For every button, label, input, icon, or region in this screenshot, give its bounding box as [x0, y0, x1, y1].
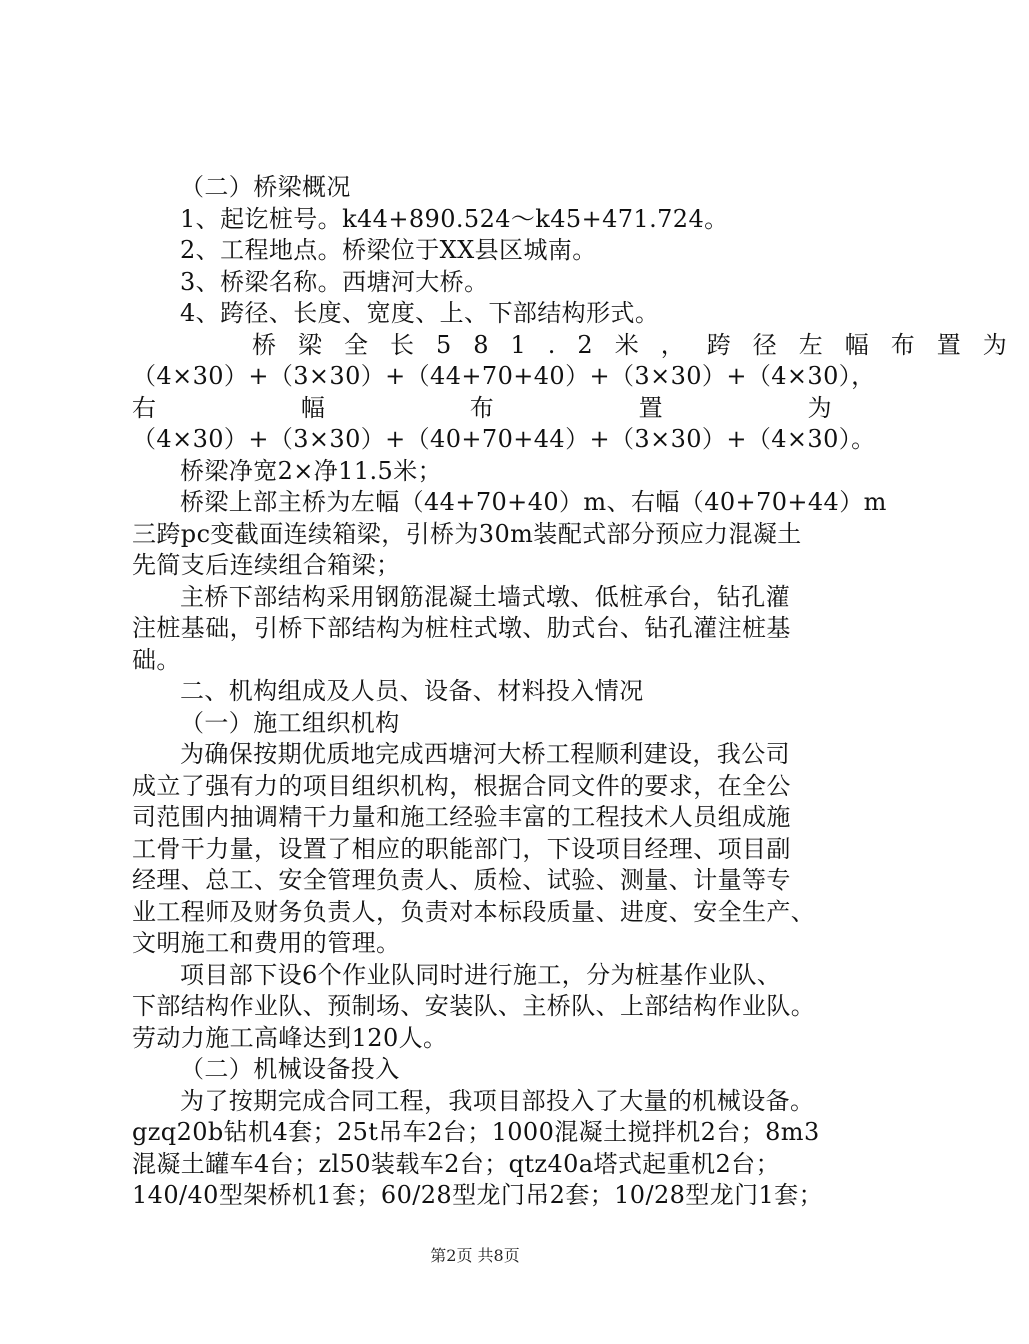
paragraph-line: 桥梁上部主桥为左幅（44+70+40）m、右幅（40+70+44）m — [180, 488, 887, 516]
paragraph-line: 下部结构作业队、预制场、安装队、主桥队、上部结构作业队。 — [132, 992, 816, 1020]
section-heading-bridge-overview: （二）桥梁概况 — [180, 173, 351, 201]
paragraph-line: 桥梁净宽2×净11.5米； — [180, 456, 443, 485]
spread-char: 幅 — [300, 393, 326, 422]
paragraph-line: 3、桥梁名称。西塘河大桥。 — [180, 267, 489, 296]
spread-char: 布 — [469, 393, 495, 422]
paragraph-line: 业工程师及财务负责人，负责对本标段质量、进度、安全生产、 — [132, 897, 816, 926]
paragraph-line: 为确保按期优质地完成西塘河大桥工程顺利建设，我公司 — [180, 740, 790, 768]
paragraph-line: 混凝土罐车4台；zl50装载车2台；qtz40a塔式起重机2台； — [132, 1149, 780, 1178]
paragraph-line: 经理、总工、安全管理负责人、质检、试验、测量、计量等专 — [132, 866, 791, 894]
paragraph-line: 2、工程地点。桥梁位于XX县区城南。 — [180, 236, 597, 264]
paragraph-line: 司范围内抽调精干力量和施工经验丰富的工程技术人员组成施 — [132, 803, 791, 831]
paragraph-line: gzq20b钻机4套；25t吊车2台；1000混凝土搅拌机2台；8m3 — [132, 1118, 820, 1146]
paragraph-line: （4×30）+（3×30）+（40+70+44）+（3×30）+（4×30）。 — [132, 425, 876, 453]
paragraph-line: 为了按期完成合同工程，我项目部投入了大量的机械设备。 — [180, 1086, 815, 1115]
paragraph-line: 三跨pc变截面连续箱梁，引桥为30m装配式部分预应力混凝土 — [132, 519, 802, 548]
spread-char: 右 — [132, 393, 157, 422]
paragraph-line: 4、跨径、长度、宽度、上、下部结构形式。 — [180, 299, 660, 327]
paragraph-line: 成立了强有力的项目组织机构，根据合同文件的要求，在全公 — [132, 771, 791, 800]
paragraph-line: 先简支后连续组合箱梁； — [132, 551, 401, 579]
paragraph-line: 础。 — [132, 645, 181, 674]
document-body — [132, 172, 1029, 1212]
paragraph-line: 1、起讫桩号。k44+890.524～k45+471.724。 — [180, 204, 729, 233]
paragraph-line: 劳动力施工高峰达到120人。 — [132, 1023, 448, 1052]
subsection-heading-machinery: （二）机械设备投入 — [180, 1055, 400, 1083]
paragraph-line: 主桥下部结构采用钢筋混凝土墙式墩、低桩承台，钻孔灌 — [180, 582, 790, 611]
paragraph-line: 文明施工和费用的管理。 — [132, 929, 401, 957]
paragraph-line: （4×30）+（3×30）+（44+70+40）+（3×30）+（4×30）， — [132, 362, 876, 390]
paragraph-line: 140/40型架桥机1套；60/28型龙门吊2套；10/28型龙门1套； — [132, 1181, 823, 1209]
paragraph-line-spread — [132, 393, 832, 425]
spread-char: 置 — [638, 393, 664, 422]
paragraph-line: 注桩基础，引桥下部结构为桩柱式墩、肋式台、钻孔灌注桩基 — [132, 614, 791, 642]
section-heading-organization: 二、机构组成及人员、设备、材料投入情况 — [180, 677, 644, 705]
paragraph-line: 项目部下设6个作业队同时进行施工，分为桩基作业队、 — [180, 960, 782, 989]
paragraph-line: 工骨干力量，设置了相应的职能部门，下设项目经理、项目副 — [132, 834, 791, 863]
paragraph-line-justified: 桥梁全长581.2米，跨径左幅布置为 — [252, 330, 1029, 359]
page-footer: 第2页 共8页 — [430, 1246, 520, 1265]
spread-char: 为 — [807, 393, 832, 422]
subsection-heading-construction-org: （一）施工组织机构 — [180, 708, 400, 737]
